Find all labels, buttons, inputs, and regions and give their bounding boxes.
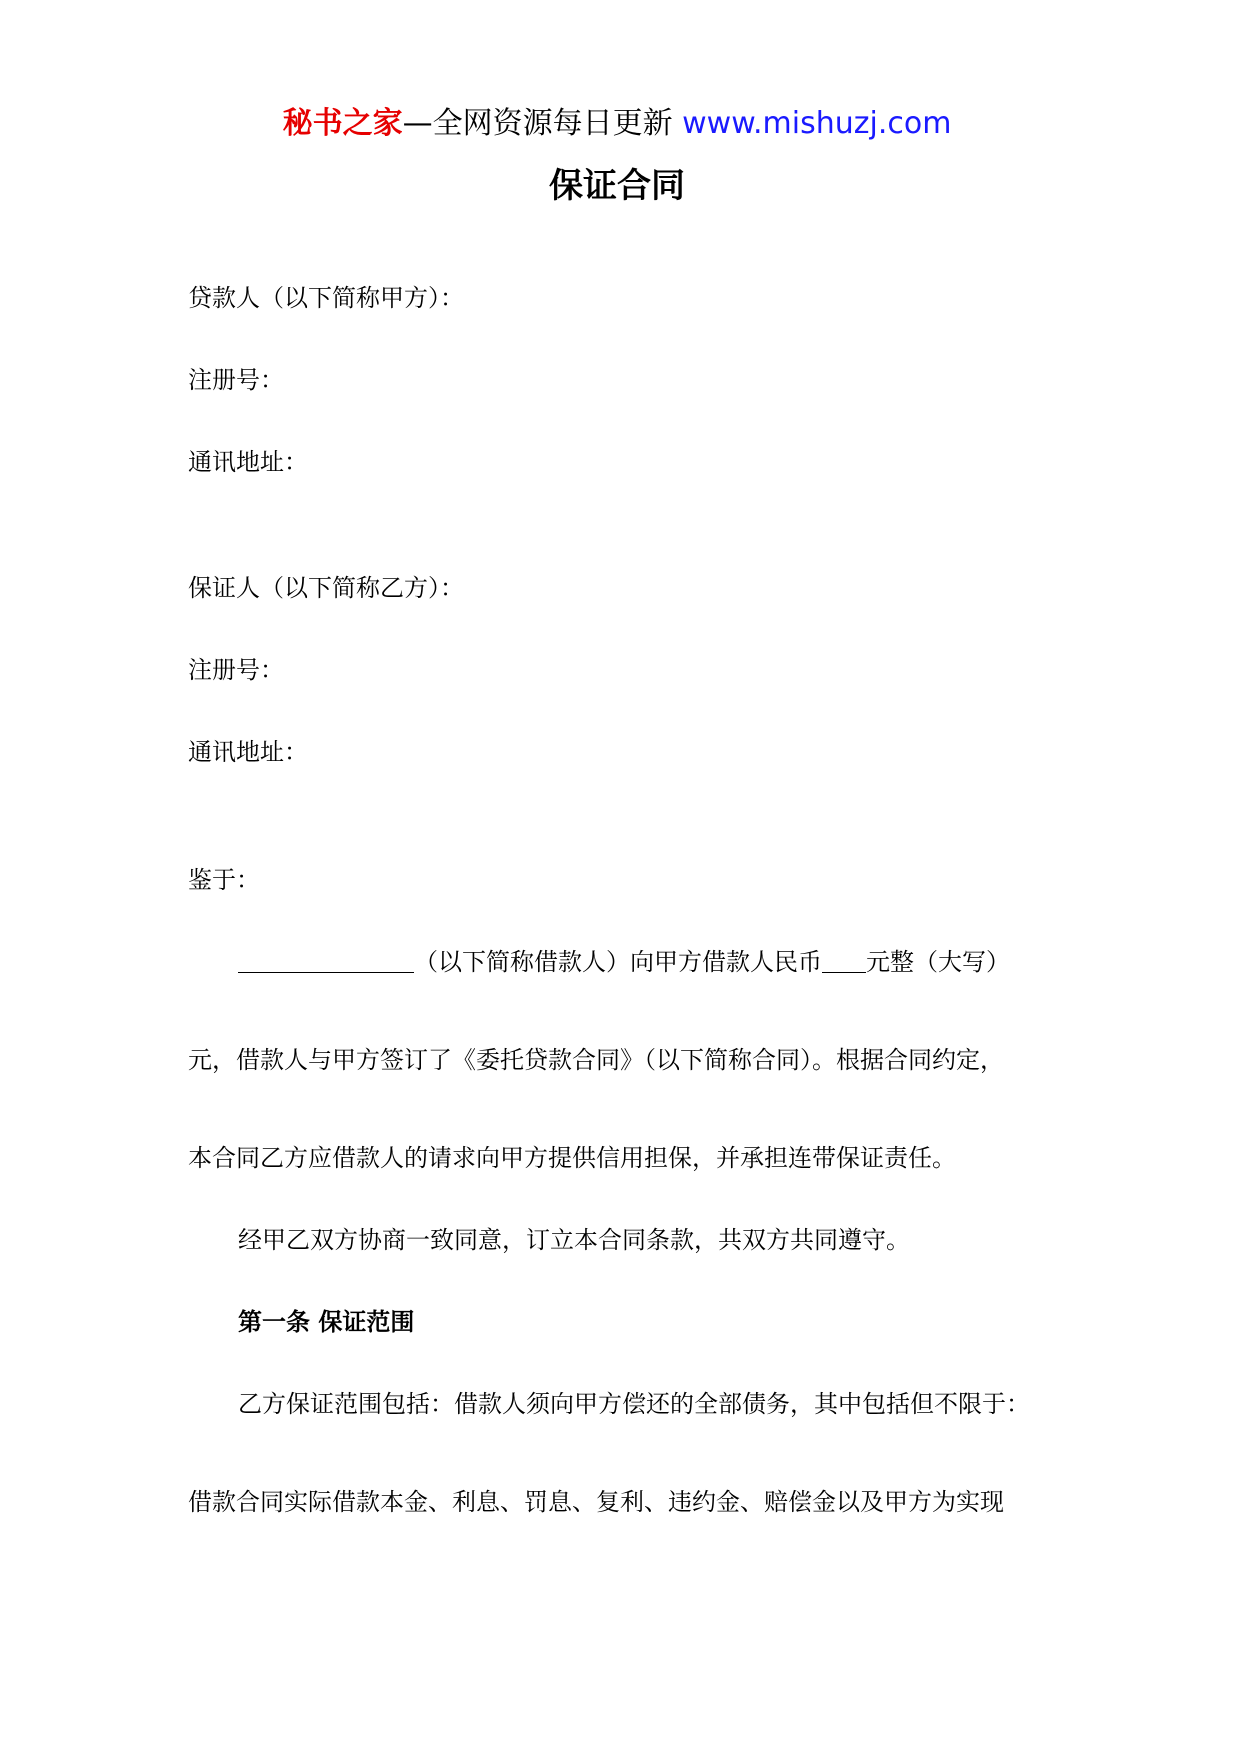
para1-segment1: （以下简称借款人）向甲方借款人民币	[414, 948, 822, 976]
amount-blank[interactable]	[822, 946, 866, 973]
article-1-line-1: 乙方保证范围包括：借款人须向甲方偿还的全部债务，其中包括但不限于：	[238, 1390, 1030, 1418]
whereas-label: 鉴于：	[188, 866, 260, 894]
site-header	[0, 104, 1234, 144]
lender-label: 贷款人（以下简称甲方）：	[188, 284, 464, 312]
header-tagline: —全网资源每日更新	[402, 106, 673, 141]
whereas-para-line-1	[238, 946, 1010, 978]
site-url-link[interactable]: www.mishuzj.com	[682, 106, 952, 141]
document-title: 保证合同	[549, 166, 685, 206]
lender-reg-no: 注册号：	[188, 366, 284, 394]
guarantor-reg-no: 注册号：	[188, 656, 284, 684]
agreement-paragraph: 经甲乙双方协商一致同意，订立本合同条款，共双方共同遵守。	[238, 1226, 910, 1254]
guarantor-address: 通讯地址：	[188, 738, 308, 766]
article-1-line-2: 借款合同实际借款本金、利息、罚息、复利、违约金、赔偿金以及甲方为实现	[188, 1488, 1004, 1516]
whereas-para-line-2: 元，借款人与甲方签订了《委托贷款合同》（以下简称合同）。根据合同约定，	[188, 1046, 1004, 1074]
brand-name: 秘书之家	[282, 106, 403, 141]
para1-segment2: 元整（大写）	[866, 948, 1010, 976]
lender-address: 通讯地址：	[188, 448, 308, 476]
borrower-name-blank[interactable]	[238, 946, 414, 973]
whereas-para-line-3: 本合同乙方应借款人的请求向甲方提供信用担保，并承担连带保证责任。	[188, 1144, 956, 1172]
guarantor-label: 保证人（以下简称乙方）：	[188, 574, 464, 602]
article-1-heading: 第一条 保证范围	[238, 1308, 415, 1336]
